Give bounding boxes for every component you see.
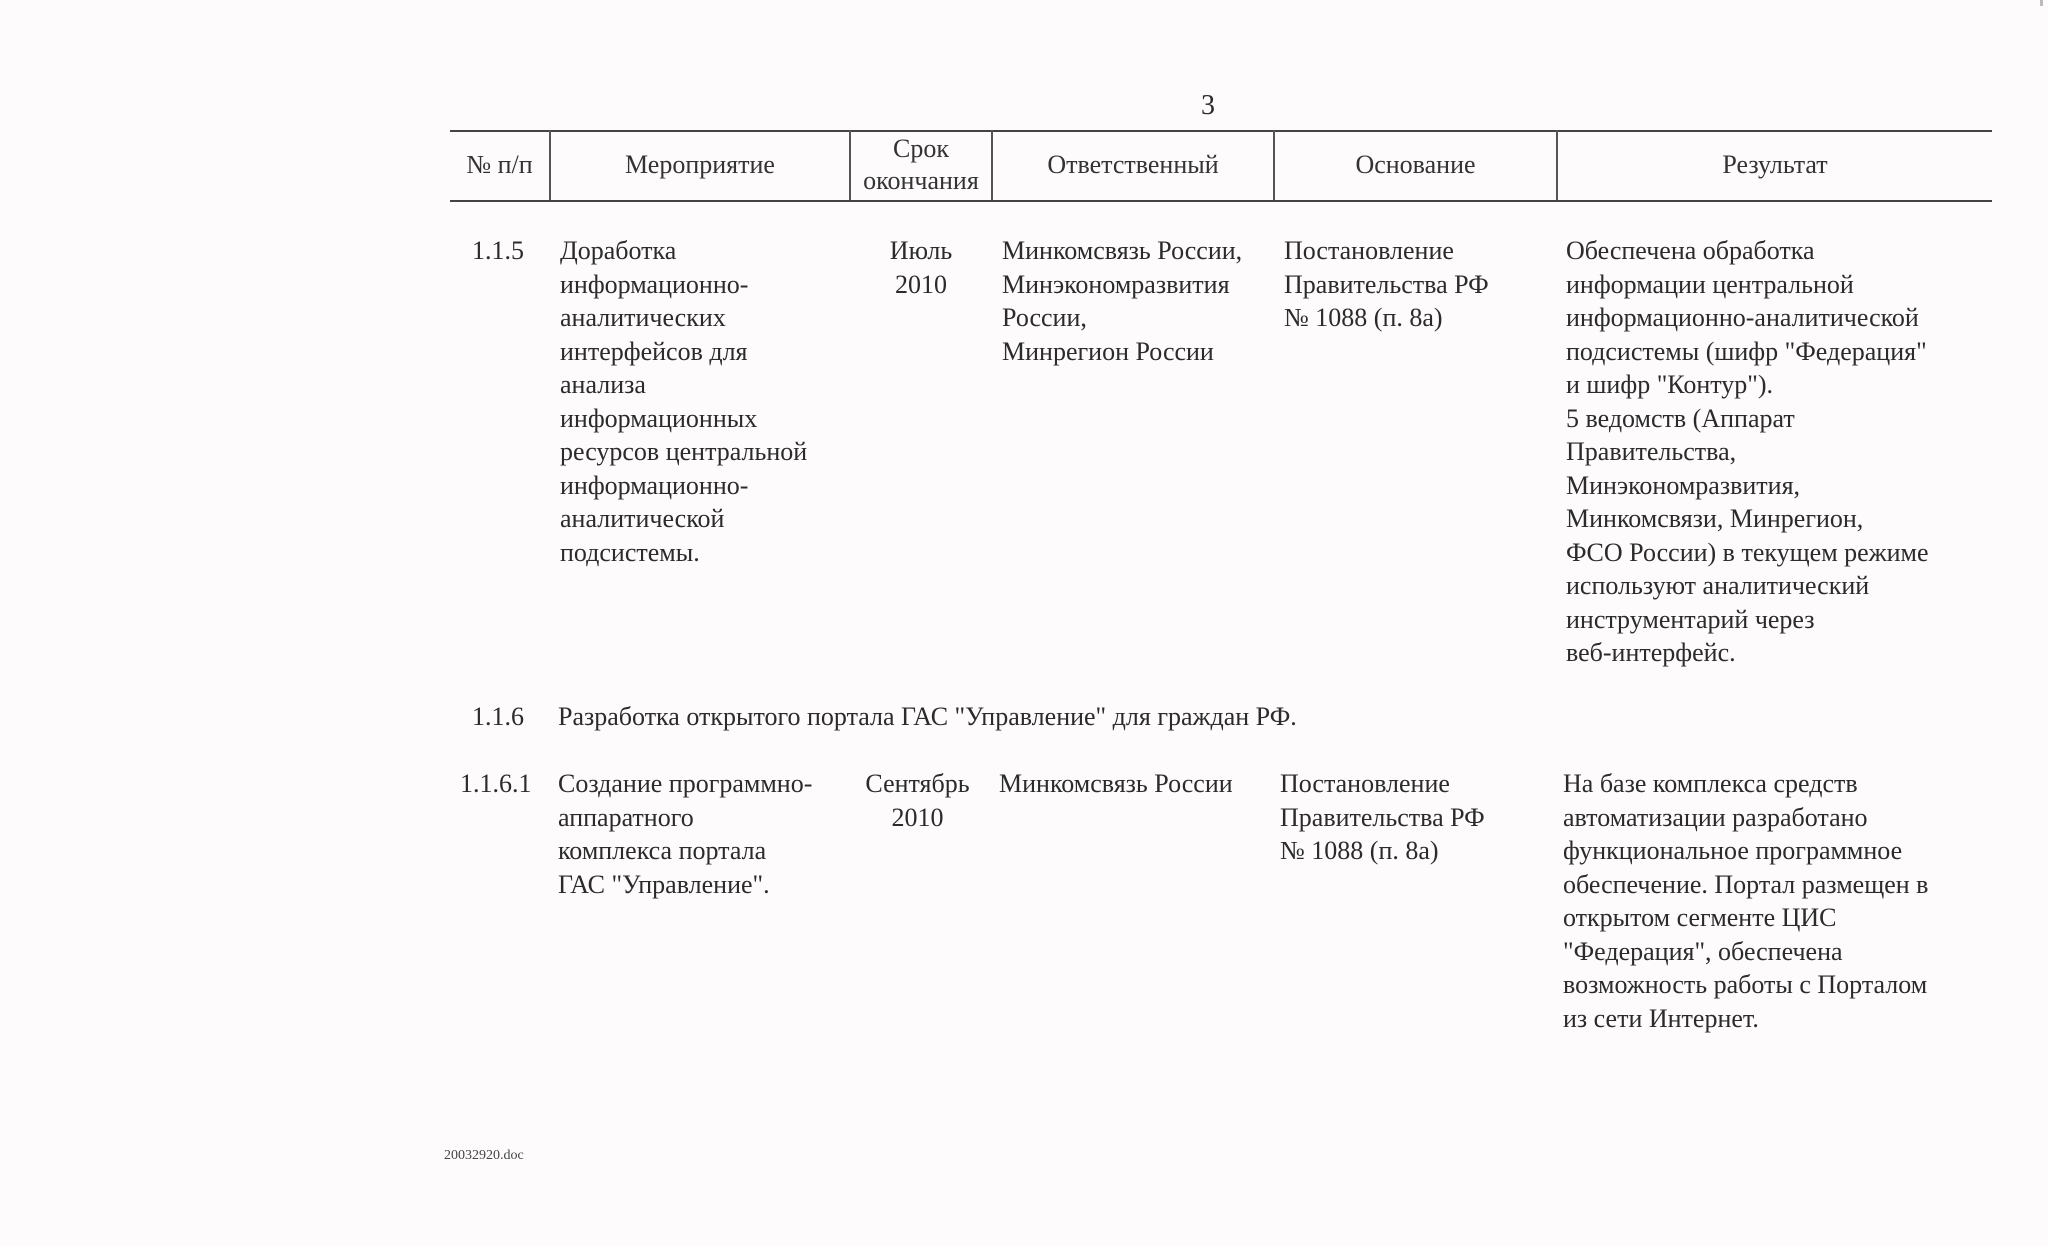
row-3-deadline: Сентябрь 2010 (865, 769, 970, 832)
edge-mark (2040, 0, 2043, 6)
table-header-bottom-rule (450, 200, 1992, 202)
header-responsible: Ответственный (1047, 150, 1219, 179)
row-3-num: 1.1.6.1 (460, 769, 532, 798)
header-result: Результат (1722, 150, 1828, 179)
header-event: Мероприятие (625, 150, 775, 179)
page-number: 3 (1201, 90, 1215, 121)
row-3-result: На базе комплекса средств автоматизации разработано функциональное программное обеспечение. Портал размещен в открытом сегменте ЦИС "Федерация", обеспечена возможность работы с Порталом из сети Интернет. (1563, 769, 1929, 1033)
header-basis: Основание (1355, 150, 1476, 179)
header-deadline: Срок окончания (863, 134, 979, 195)
row-1-event: Доработка информационно- аналитических интерфейсов для анализа информационных ресурсов центральной информационно- аналитической подсистемы. (560, 236, 808, 567)
header-num: № п/п (466, 150, 533, 179)
row-1-deadline: Июль 2010 (889, 236, 953, 299)
row-1-num: 1.1.5 (472, 236, 524, 265)
row-3-responsible: Минкомсвязь России (999, 769, 1233, 798)
row-1-basis: Постановление Правительства РФ № 1088 (п. 8а) (1284, 236, 1489, 332)
row-2-num: 1.1.6 (472, 702, 524, 731)
row-2-title: Разработка открытого портала ГАС "Управление" для граждан РФ. (558, 702, 1297, 731)
row-3-basis: Постановление Правительства РФ № 1088 (п. 8а) (1280, 769, 1485, 865)
footer-filename: 20032920.doc (444, 1148, 524, 1163)
row-1-result: Обеспечена обработка информации центральной информационно-аналитической подсистемы (шифр "Федерация" и шифр "Контур"). 5 ведомств (Аппарат Правительства, Минэкономразвития, Минкомсвязи, Минрегион, ФСО России) в текущем режиме используют аналитический инструментарий через веб-интерфейс. (1566, 236, 1929, 667)
row-1-responsible: Минкомсвязь России, Минэкономразвития России, Минрегион России (1002, 236, 1243, 366)
row-3-event: Создание программно- аппаратного комплекса портала ГАС "Управление". (558, 769, 813, 899)
